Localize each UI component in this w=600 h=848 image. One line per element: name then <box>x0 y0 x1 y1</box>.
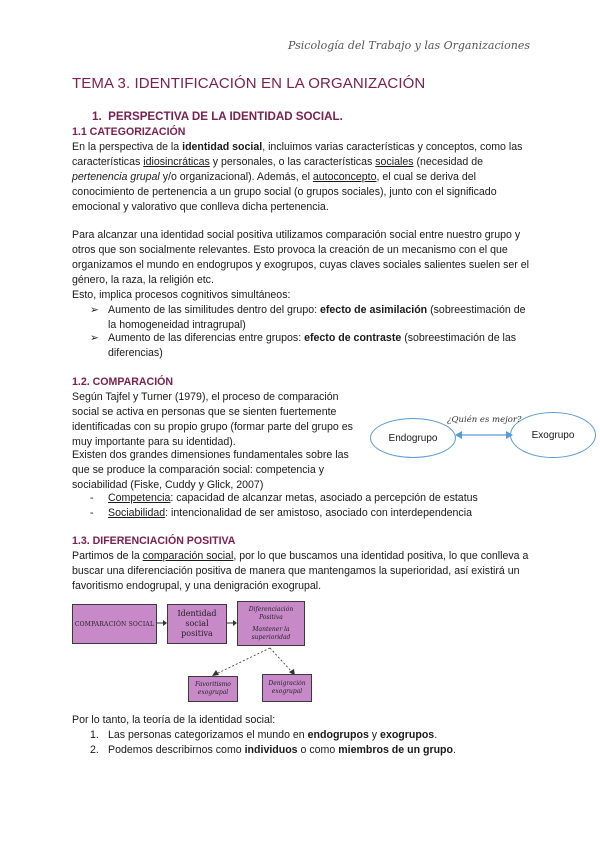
list-item <box>90 491 520 506</box>
paragraph-tajfel: Según Tajfel y Turner (1979), el proceso de comparación social se activa en personas que se sienten fuertemente identificadas con su propio grupo (formar parte del grupo es muy importante para su identidad). <box>72 391 353 448</box>
bold-term: individuos <box>244 744 298 756</box>
page-title: TEMA 3. IDENTIFICACIÓN EN LA ORGANIZACIÓN <box>72 75 426 92</box>
list-item <box>90 303 530 333</box>
list-number: 1. <box>90 729 99 741</box>
bold-term: endogrupos <box>307 729 369 741</box>
text: En la perspectiva de la <box>72 141 183 153</box>
bold-term: miembros de un grupo <box>338 744 453 756</box>
dash-bullet: - <box>90 492 94 504</box>
underlined-term: comparación social <box>142 550 234 562</box>
flow-box-comparison: COMPARACIÓN SOCIAL <box>72 604 157 644</box>
dash-bullet: - <box>90 507 94 519</box>
flow-box-differentiation <box>237 601 305 646</box>
differentiation-label: Diferenciación Positiva <box>248 605 294 621</box>
section-1-heading <box>92 109 343 124</box>
paragraph-comparison-intro: Para alcanzar una identidad social positiva utilizamos comparación social entre nuestro grupo y otros que son socialmente relevantes. Esto provoca la creación de un mecanismo con el que organizamos el mundo en endogrupos y exogrupos, cuyas claves sociales salientes suelen ser el género, la raza, la religión etc. <box>72 229 529 286</box>
text: o como <box>297 744 339 756</box>
list-item <box>90 728 510 743</box>
list-item <box>90 331 530 361</box>
flow-arrow-icon <box>157 618 167 628</box>
text: Partimos de la <box>72 550 143 562</box>
section-number: 1. <box>92 110 102 123</box>
text: (sobreestimación de las diferencias) <box>108 332 517 359</box>
endogroup-ellipse: Endogrupo <box>370 418 456 458</box>
text: : intencionalidad de ser amistoso, asociado con interdependencia <box>165 507 472 519</box>
text: y/o organizacional). Además, el <box>159 171 313 183</box>
text: (necesidad de <box>413 156 484 168</box>
text: (sobreestimación de la homogeneidad intragrupal) <box>108 304 526 331</box>
flow-box-identity: Identidad social positiva <box>167 604 227 644</box>
underlined-term: autoconcepto <box>312 171 377 183</box>
paragraph-dimensions: Existen dos grandes dimensiones fundamentales sobre las que se produce la comparación social: competencia y sociabilidad (Fiske, Cuddy y Glick, 2007) <box>72 449 349 491</box>
text: , el cual se deriva del conocimiento de pertenencia a un grupo social (o grupos sociales), junto con el significado emocional y valorativo que conlleva dicha pertenencia. <box>72 171 497 213</box>
document-header-title: Psicología del Trabajo y las Organizaciones <box>288 39 530 52</box>
bold-term: exogrupos <box>380 729 435 741</box>
section-title: PERSPECTIVA DE LA IDENTIDAD SOCIAL. <box>108 110 343 123</box>
diagram-question: ¿Quién es mejor? <box>447 415 522 425</box>
subsection-1-3-heading: 1.3. DIFERENCIACIÓN POSITIVA <box>72 535 236 547</box>
text: , incluimos varias características y conceptos, como las características <box>72 141 523 168</box>
underlined-term: sociales <box>375 156 414 168</box>
arrow-bullet-icon: ➢ <box>90 304 99 316</box>
list-item <box>90 743 510 758</box>
exogroup-ellipse: Exogrupo <box>510 412 596 458</box>
underlined-term: Sociabilidad <box>108 507 166 519</box>
underlined-term: Competencia <box>108 492 171 504</box>
text: Aumento de las similitudes dentro del grupo: <box>108 304 320 316</box>
subsection-1-1-heading: 1.1 CATEGORIZACIÓN <box>72 126 186 138</box>
text: Aumento de las diferencias entre grupos: <box>108 332 305 344</box>
italic-term: pertenencia grupal <box>72 171 160 183</box>
text: , por lo que buscamos una identidad positiva, lo que conlleva a buscar una diferenciación positiva de manera que mantengamos la superioridad, así existirá un favoritismo endogrupal, y una denigración exogrupal. <box>72 550 529 592</box>
text: y personales, o las características <box>209 156 376 168</box>
underlined-term: idiosincráticas <box>143 156 210 168</box>
paragraph-processes: Esto, implica procesos cognitivos simultáneos: <box>72 289 291 301</box>
double-arrow-icon <box>455 428 513 442</box>
bold-term: identidad social <box>182 141 263 153</box>
text: : capacidad de alcanzar metas, asociado a percepción de estatus <box>170 492 478 504</box>
paragraph-identity <box>72 140 532 215</box>
bold-term: efecto de asimilación <box>320 304 428 316</box>
text: . <box>453 744 456 756</box>
flow-box-favoritism: Favoritismo exogrupal <box>188 676 238 702</box>
text: Las personas categorizamos el mundo en <box>108 729 308 741</box>
subsection-1-2-heading: 1.2. COMPARACIÓN <box>72 376 174 388</box>
flow-arrow-icon <box>227 618 237 628</box>
superiority-label: Mantener la superioridad <box>251 625 291 641</box>
text: . <box>434 729 438 741</box>
flow-box-denigration: Denigración exogrupal <box>262 674 312 702</box>
list-number: 2. <box>90 744 99 756</box>
paragraph-conclusion: Por lo tanto, la teoría de la identidad social: <box>72 714 276 726</box>
bold-term: efecto de contraste <box>304 332 402 344</box>
arrow-bullet-icon: ➢ <box>90 332 99 344</box>
list-item <box>90 506 520 521</box>
text: Podemos describirnos como <box>108 744 245 756</box>
text: y <box>368 729 381 741</box>
paragraph-positive-differentiation <box>72 549 532 594</box>
